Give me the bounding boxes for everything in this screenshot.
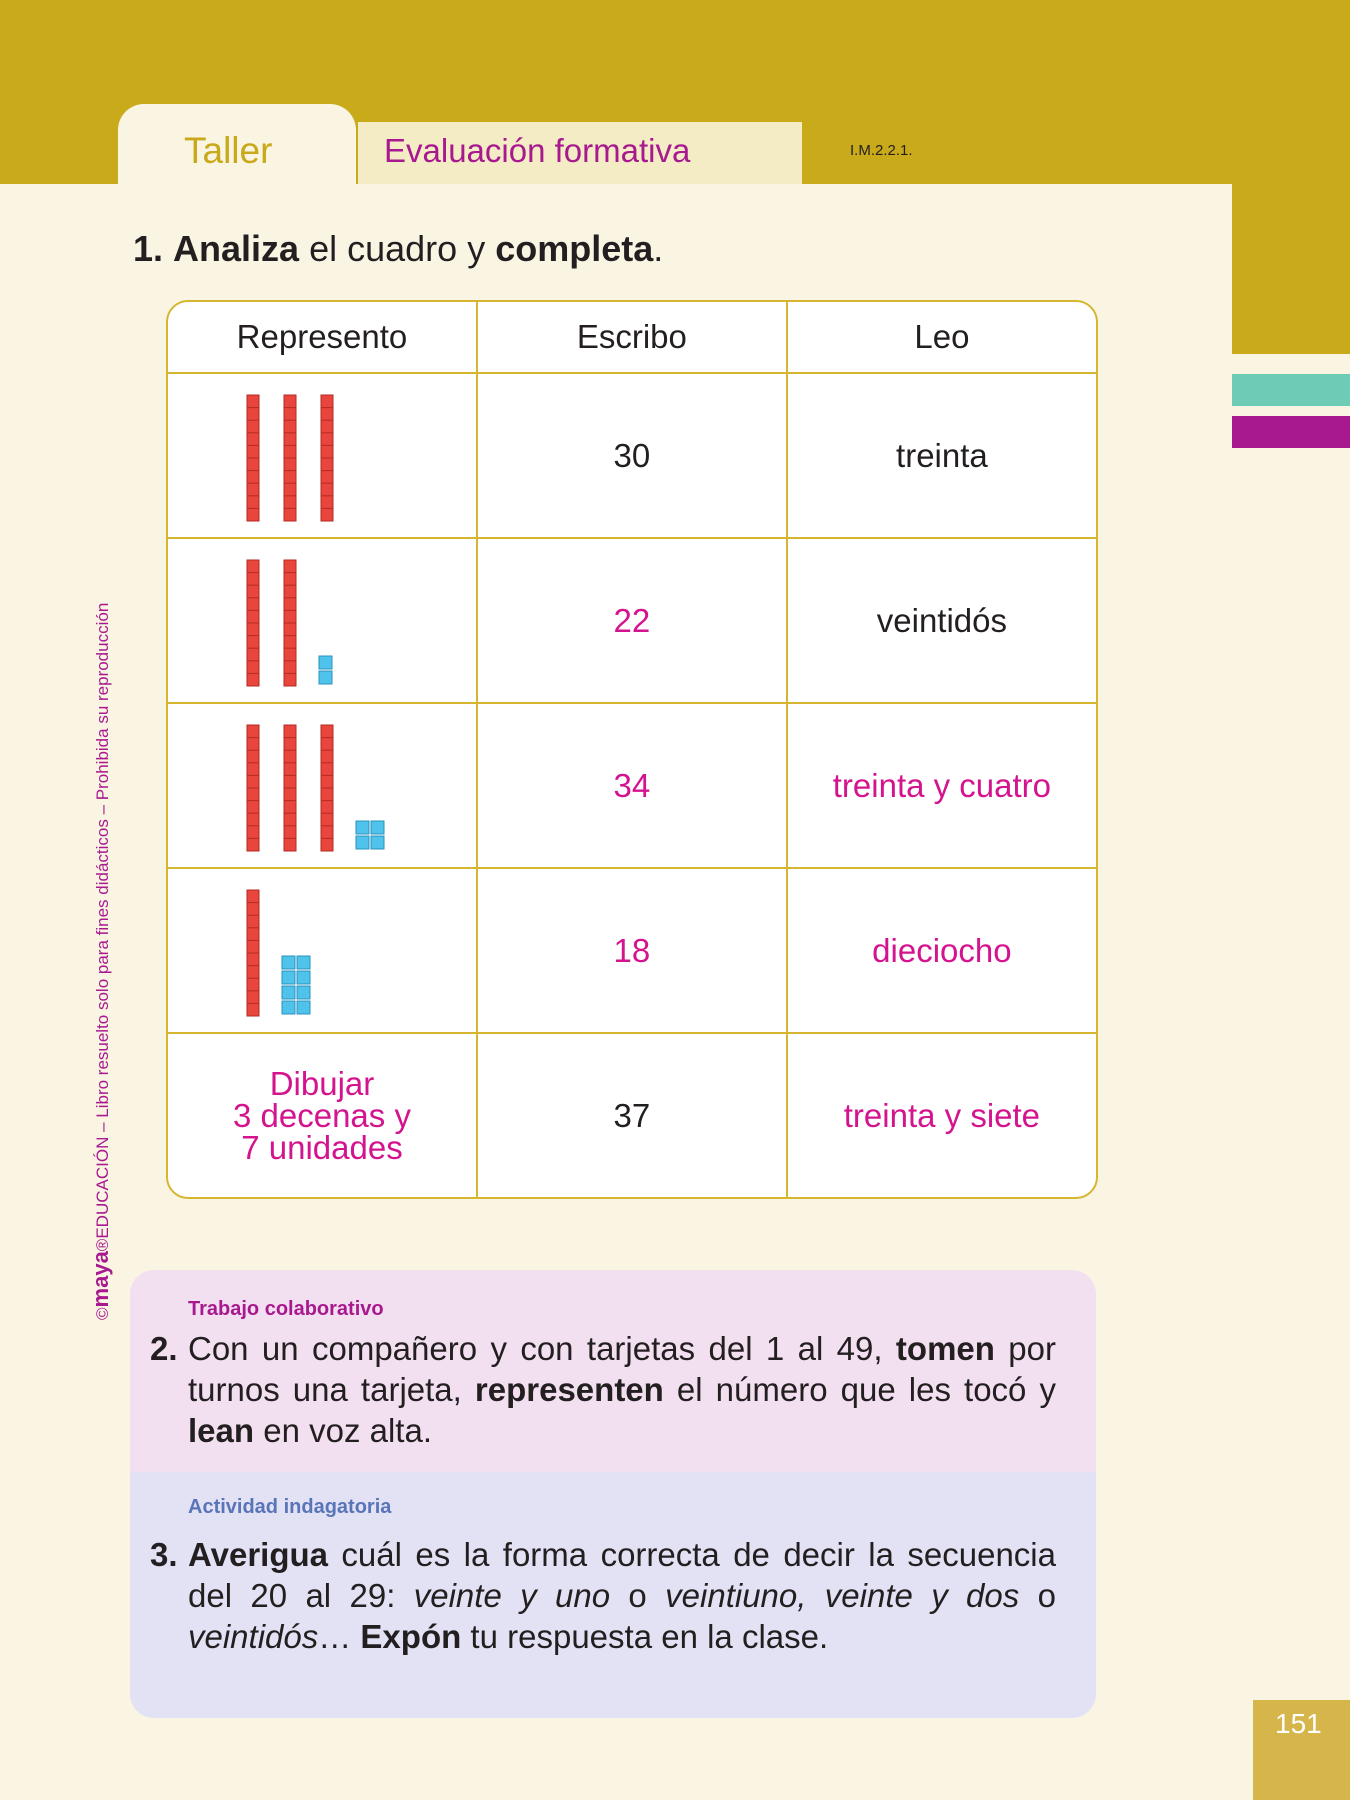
- unit-cube: [282, 986, 295, 999]
- escribo-cell: 30: [478, 374, 788, 539]
- evaluation-label: Evaluación formativa: [384, 132, 691, 169]
- escribo-cell: 34: [478, 704, 788, 869]
- question-1: 1. Analiza el cuadro y completa.: [133, 228, 664, 269]
- magenta-stripe: [1232, 416, 1350, 448]
- ten-rod: [321, 725, 333, 851]
- unit-cube: [356, 821, 369, 834]
- maya-logo: maya: [88, 1251, 113, 1308]
- unit-cube: [297, 971, 310, 984]
- question-2: 2. Con un compañero y con tarjetas del 1 al 49, tomen por turnos una tarjeta, representen el número que les tocó y lean en voz alta.: [150, 1330, 1056, 1449]
- header-leo: Leo: [788, 302, 1096, 374]
- place-value-table: [166, 300, 1098, 1199]
- leo-cell: treinta y cuatro: [788, 704, 1096, 869]
- ten-rod: [247, 560, 259, 686]
- unit-cube: [371, 836, 384, 849]
- header-escribo: Escribo: [478, 302, 788, 374]
- box-title: Trabajo colaborativo: [188, 1298, 384, 1320]
- page-number: 151: [1275, 1708, 1322, 1739]
- ten-rod: [284, 560, 296, 686]
- unit-cube: [356, 836, 369, 849]
- escribo-cell: 22: [478, 539, 788, 704]
- ten-rod: [247, 890, 259, 1016]
- unit-cube: [282, 971, 295, 984]
- represento-cell: [168, 869, 478, 1034]
- table-row: [168, 704, 1096, 869]
- draw-instruction: Dibujar: [269, 1064, 375, 1102]
- ten-rod: [284, 395, 296, 521]
- taller-label: Taller: [184, 130, 273, 171]
- copyright-note: ©maya®EDUCACIÓN – Libro resuelto solo para fines didácticos – Prohibida su reproducción: [88, 602, 113, 1320]
- inquiry-activity-box: [130, 1472, 1096, 1718]
- teal-stripe: [1232, 374, 1350, 406]
- ten-rod: [284, 725, 296, 851]
- leo-cell: treinta: [788, 374, 1096, 539]
- unit-cube: [297, 986, 310, 999]
- table-row: [168, 374, 1096, 539]
- evaluation-tab: [358, 122, 802, 184]
- unit-cube: [319, 656, 332, 669]
- side-band: [1232, 184, 1350, 354]
- unit-cube: [319, 671, 332, 684]
- represento-cell: [168, 374, 478, 539]
- base-ten-blocks: [172, 546, 472, 696]
- leo-cell: treinta y siete: [843, 1096, 1041, 1134]
- table-row: [168, 1034, 1096, 1197]
- leo-cell: veintidós: [788, 539, 1096, 704]
- curriculum-code: I.M.2.2.1.: [850, 142, 913, 159]
- unit-cube: [297, 1001, 310, 1014]
- unit-cube: [282, 956, 295, 969]
- header-represento: Represento: [168, 302, 478, 374]
- table-row: [168, 869, 1096, 1034]
- represento-cell: Dibujar 3 decenas y 7 unidades: [168, 1034, 478, 1197]
- unit-cube: [297, 956, 310, 969]
- ten-rod: [247, 395, 259, 521]
- unit-cube: [282, 1001, 295, 1014]
- taller-tab: [118, 104, 356, 186]
- base-ten-blocks: [172, 381, 472, 531]
- ten-rod: [247, 725, 259, 851]
- collaborative-work-box: [130, 1270, 1096, 1472]
- escribo-cell: 18: [478, 869, 788, 1034]
- table-row: [168, 539, 1096, 704]
- question-3: 3. Averigua cuál es la forma correcta de decir la secuencia del 20 al 29: veinte y uno o veintiuno, veinte y dos o veintidós… Expón tu respuesta en la clase.: [150, 1536, 1056, 1655]
- leo-cell: dieciocho: [788, 869, 1096, 1034]
- represento-cell: [168, 539, 478, 704]
- base-ten-blocks: [172, 711, 472, 861]
- table-header-row: [168, 302, 1096, 374]
- unit-cube: [371, 821, 384, 834]
- represento-cell: [168, 704, 478, 869]
- box-title: Actividad indagatoria: [188, 1496, 392, 1518]
- escribo-cell: 37: [478, 1034, 788, 1197]
- base-ten-blocks: [172, 876, 472, 1026]
- page-number-box: [1253, 1700, 1350, 1800]
- ten-rod: [321, 395, 333, 521]
